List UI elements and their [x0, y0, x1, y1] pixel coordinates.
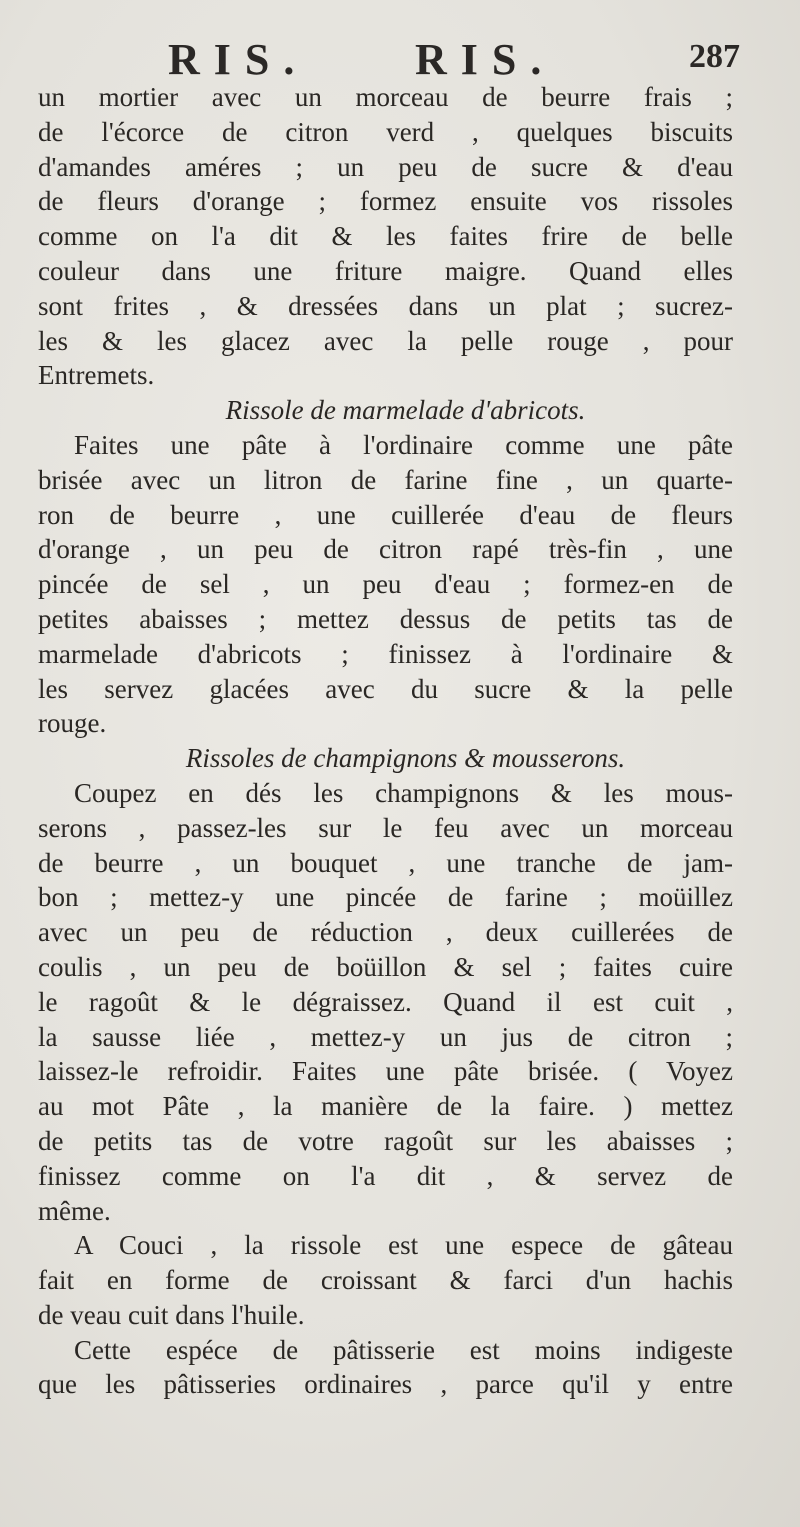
header-left-word: RIS.	[168, 35, 309, 84]
text-line: avec un peu de réduction , deux cuillerées de	[38, 917, 733, 948]
text-line: couleur dans une friture maigre. Quand elles	[38, 255, 733, 286]
section-title: Rissole de marmelade d'abricots.	[225, 395, 586, 426]
text-line: les servez glacées avec du sucre & la pelle	[38, 673, 733, 704]
text-line: Coupez en dés les champignons & les mous-	[74, 777, 733, 808]
text-line: marmelade d'abricots ; finissez à l'ordinaire &	[38, 638, 733, 669]
text-line: un mortier avec un morceau de beurre frais ;	[38, 82, 733, 112]
body-text	[38, 80, 733, 1402]
text-line: de petits tas de votre ragoût sur les abaisses ;	[38, 1125, 733, 1156]
text-line: coulis , un peu de boüillon & sel ; faites cuire	[38, 951, 733, 982]
text-line: que les pâtisseries ordinaires , parce qu'il y entre	[38, 1369, 733, 1400]
section-title: Rissoles de champignons & mousserons.	[185, 743, 626, 774]
text-line: même.	[38, 1195, 111, 1226]
text-line: bon ; mettez-y une pincée de farine ; moüillez	[38, 882, 733, 913]
text-line: Cette espéce de pâtisserie est moins indigeste	[74, 1334, 733, 1365]
text-line: les & les glacez avec la pelle rouge , pour	[38, 325, 733, 356]
text-line: le ragoût & le dégraissez. Quand il est cuit ,	[38, 986, 733, 1017]
text-line: finissez comme on l'a dit , & servez de	[38, 1160, 733, 1191]
text-line: de fleurs d'orange ; formez ensuite vos rissoles	[38, 186, 733, 217]
text-line: rouge.	[38, 708, 107, 739]
text-line: fait en forme de croissant & farci d'un hachis	[38, 1265, 733, 1296]
text-line: pincée de sel , un peu d'eau ; formez-en de	[38, 569, 733, 600]
text-line: brisée avec un litron de farine fine , un quarte-	[38, 464, 733, 495]
text-line: de l'écorce de citron verd , quelques biscuits	[38, 116, 733, 147]
text-line: ron de beurre , une cuillerée d'eau de fleurs	[38, 499, 733, 530]
text-line: d'amandes améres ; un peu de sucre & d'eau	[38, 151, 733, 182]
text-line: laissez-le refroidir. Faites une pâte brisée. ( Voyez	[38, 1056, 733, 1087]
text-line: sont frites , & dressées dans un plat ; sucrez-	[38, 290, 733, 321]
text-line: de veau cuit dans l'huile.	[38, 1299, 305, 1330]
text-line: d'orange , un peu de citron rapé très-fin , une	[38, 534, 733, 565]
text-line: au mot Pâte , la manière de la faire. ) mettez	[38, 1091, 733, 1122]
text-line: petites abaisses ; mettez dessus de petits tas de	[38, 603, 733, 634]
text-line: Entremets.	[38, 360, 155, 391]
text-line: la sausse liée , mettez-y un jus de citron ;	[38, 1021, 733, 1052]
text-line: de beurre , un bouquet , une tranche de jam-	[38, 847, 733, 878]
running-header	[0, 34, 800, 84]
header-right-word: RIS.	[415, 35, 556, 84]
text-line: A Couci , la rissole est une espece de gâteau	[74, 1230, 733, 1261]
text-line: Faites une pâte à l'ordinaire comme une pâte	[74, 429, 733, 460]
text-line: comme on l'a dit & les faites frire de belle	[38, 221, 733, 252]
text-line: serons , passez-les sur le feu avec un morceau	[38, 812, 733, 843]
page-number: 287	[689, 38, 740, 75]
